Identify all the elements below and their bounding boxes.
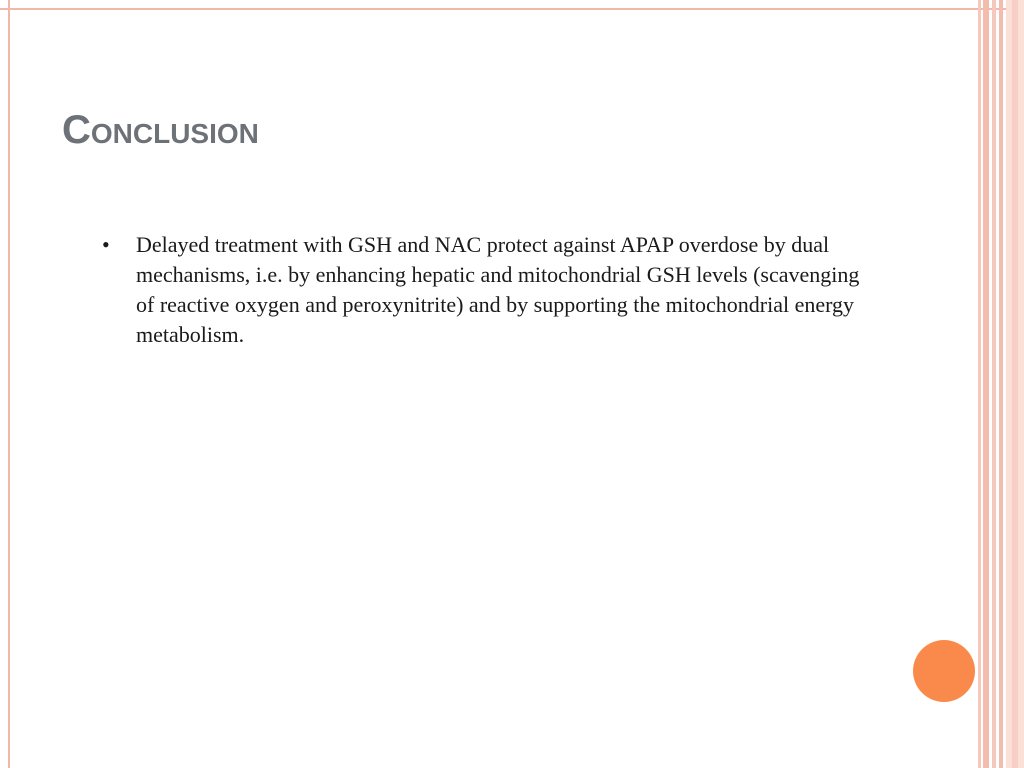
bullet-text: Delayed treatment with GSH and NAC protect against APAP overdose by dual mechanisms, i.e. by enhancing hepatic and mitochondrial GSH levels (scavenging of reactive oxygen and peroxynitrite) and by supporting the mitochondrial energy metabolism.	[136, 232, 860, 347]
right-stripe-3	[992, 0, 996, 768]
bullet-item	[100, 230, 880, 350]
right-stripe-1	[978, 0, 981, 768]
top-border-line	[0, 8, 1024, 10]
left-border-line	[8, 0, 10, 768]
decorative-circle	[913, 640, 975, 702]
right-stripe-6	[1012, 0, 1018, 768]
bullet-dot-icon: •	[102, 232, 110, 257]
slide-title: Conclusion	[62, 108, 259, 152]
bullet-list	[100, 230, 880, 350]
right-stripe-2	[983, 0, 989, 768]
right-stripe-4	[999, 0, 1003, 768]
